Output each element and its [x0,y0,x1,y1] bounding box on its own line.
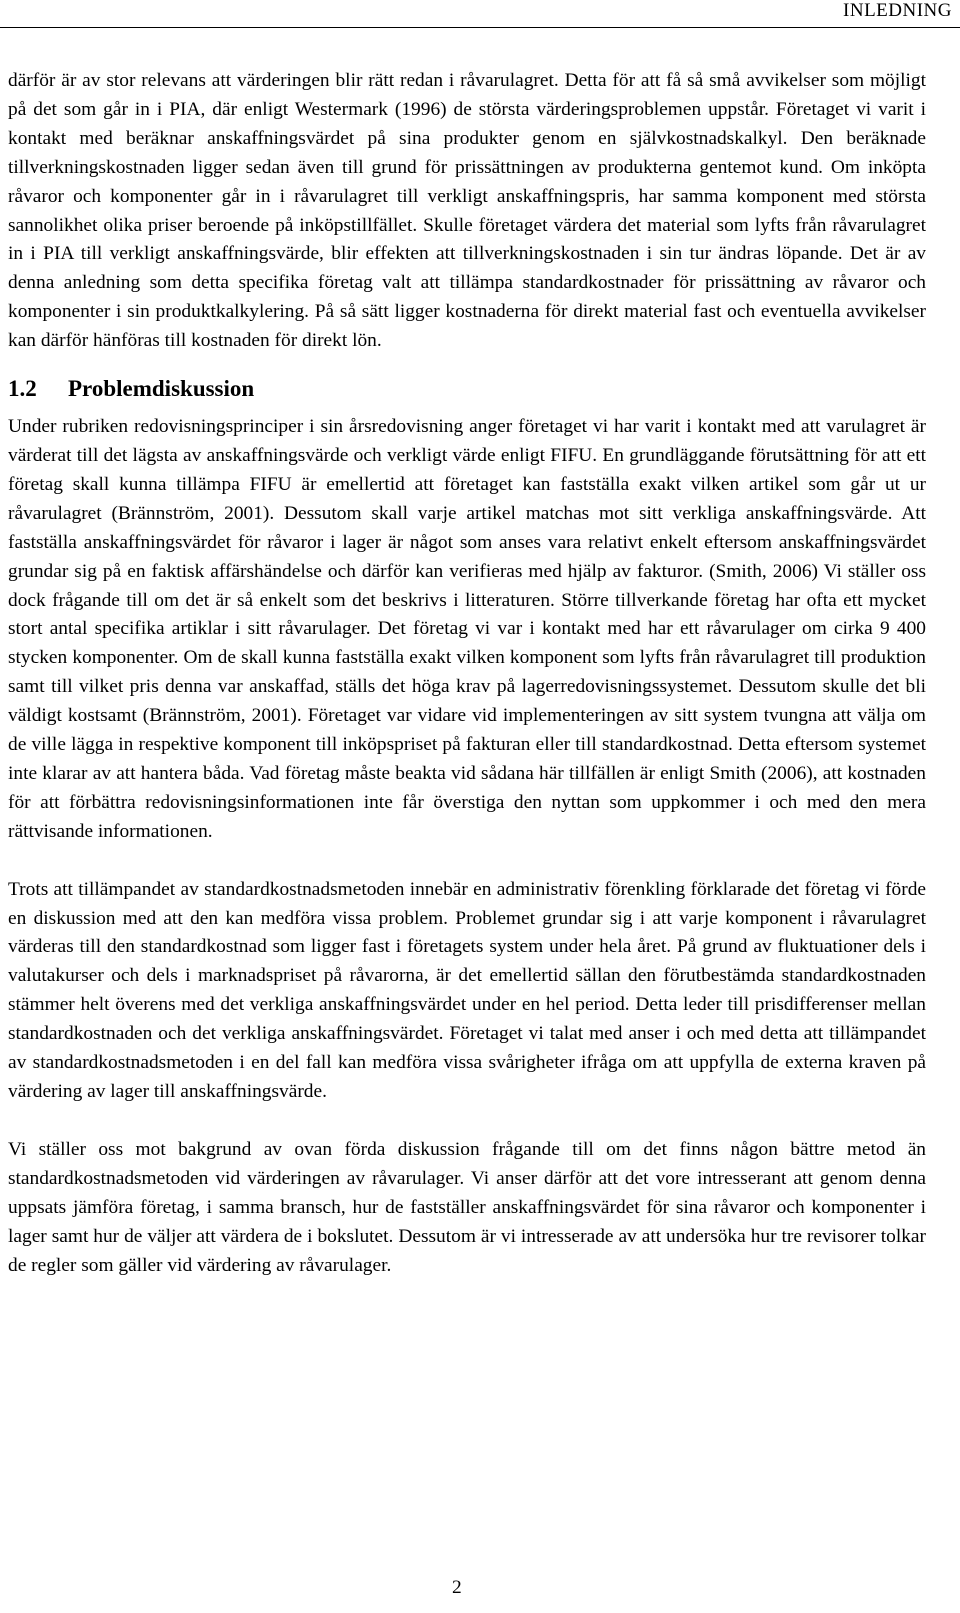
section-heading [8,374,926,403]
page-body [8,67,926,1280]
running-header: INLEDNING [843,0,952,21]
section-title: Problemdiskussion [68,376,255,402]
paragraph-spacer [8,1107,926,1136]
page-number: 2 [452,1577,462,1598]
intro-paragraph: därför är av stor relevans att värderingen blir rätt redan i råvarulagret. Detta för att få så små avvikelser som möjligt på det som går in i PIA, där enligt Westermark (1996) de största värderingsproblemen uppstår. Företaget vi varit i kontakt med beräknar anskaffningsvärdet på sina produkter genom en självkostnadskalkyl. Den beräknade tillverkningskostnaden ligger sedan även till grund för prissättningen av produkterna gentemot kund. Om inköpta råvaror och komponenter går in i råvarulagret till verkligt anskaffningspris, har samma komponent med största sannolikhet olika priser beroende på inköpstillfället. Skulle företaget värdera det material som lyfts från råvarulagret in i PIA till verkligt anskaffningsvärde, blir effekten att tillverkningskostnaden i sin tur ändras löpande. Det är av denna anledning som detta specifika företag valt att tillämpa standardkostnader för prissättning av råvaror och komponenter i sin produktkalkylering. På så sätt ligger kostnaderna för direkt material fast och eventuella avvikelser kan därför hänföras till kostnaden för direkt lön. [8,70,926,352]
header-divider [0,27,960,28]
problem-paragraph-2: Trots att tillämpandet av standardkostnadsmetoden innebär en administrativ förenkling förklarade det företag vi förde en diskussion med att den kan medföra vissa problem. Problemet grundar sig i att varje komponent i råvarulagret värderas till den standardkostnad som ligger fast i företagets system under hela året. På grund av fluktuationer dels i valutakurser och dels i marknadspriset på råvarorna, är det emellertid sällan den förutbestämda standardkostnaden stämmer helt överens med det verkliga anskaffningsvärdet under en hel period. Detta leder till prisdifferenser mellan standardkostnaden och det verkliga anskaffningsvärdet. Företaget vi talat med anser i och med detta att tillämpandet av standardkostnadsmetoden i en del fall kan medföra vissa svårigheter ifråga om att uppfylla de externa kraven på värdering av lager till anskaffningsvärde. [8,878,926,1102]
problem-paragraph-1: Under rubriken redovisningsprinciper i sin årsredovisning anger företaget vi har varit i kontakt med att varulagret är värderat till det lägsta av anskaffningsvärde och verkligt värde enligt FIFU. En grundläggande förutsättning för att ett företag skall kunna tillämpa FIFU är emellertid att företaget kan fastställa exakt vilken artikel som går ut ur råvarulagret (Brännström, 2001). Dessutom skall varje artikel matchas mot sitt verkliga anskaffningsvärde. Att fastställa anskaffningsvärdet för råvaror i lager är något som anses vara relativt enkelt eftersom anskaffningsvärdet grundar sig på en faktisk affärshändelse och därför kan verifieras med hjälp av fakturor. (Smith, 2006) Vi ställer oss dock frågande till om det är så enkelt som det beskrivs i litteraturen. Större tillverkande företag har ofta ett mycket stort antal specifika artiklar i sitt råvarulager. Det företag vi var i kontakt med har ett råvarulager om cirka 9 400 stycken komponenter. Om de skall kunna fastställa exakt vilken komponent som lyfts från råvarulagret till produktion samt till vilket pris denna var anskaffad, ställs det höga krav på lagerredovisningssystemet. Dessutom skulle det bli väldigt kostsamt (Brännström, 2001). Företaget var vidare vid implementeringen av sitt system tvungna att välja om de ville lägga in respektive komponent till inköpspriset på fakturan eller till standardkostnad. Detta eftersom systemet inte klarar av att hantera båda. Vad företag måste beakta vid sådana här tillfällen är enligt Smith (2006), att kostnaden för att förbättra redovisningsinformationen inte får överstiga den nyttan som uppkommer i och med den mera rättvisande informationen. [8,416,926,842]
section-number: 1.2 [8,376,37,402]
paragraph-spacer [8,847,926,876]
problem-paragraph-3: Vi ställer oss mot bakgrund av ovan förda diskussion frågande till om det finns någon bättre metod än standardkostnadsmetoden vid värderingen av råvarulager. Vi anser därför att det vore intresserant att genom denna uppsats jämföra företag, i samma bransch, hur de fastställer anskaffningsvärdet för sina råvaror och komponenter i lager samt hur de väljer att värdera de i bokslutet. Dessutom är vi intresserade av att undersöka hur tre revisorer tolkar de regler som gäller vid värdering av råvarulager. [8,1138,926,1276]
